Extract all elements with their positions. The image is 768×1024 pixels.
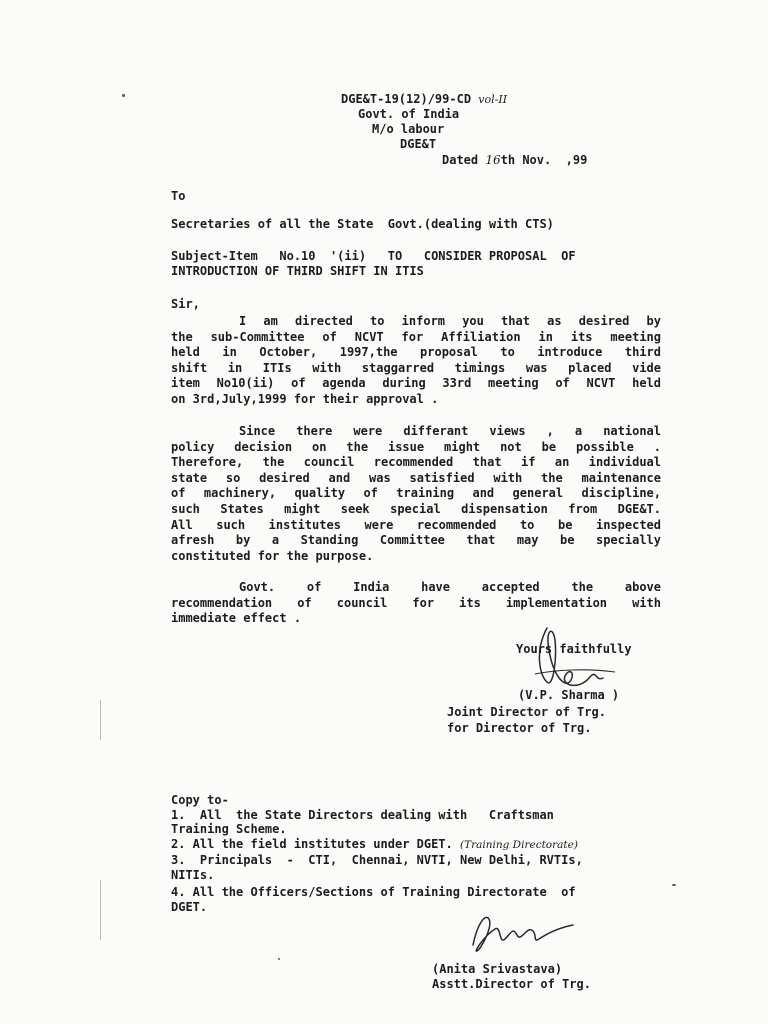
recipient-line: Secretaries of all the State Govt.(dealing with CTS) xyxy=(171,217,554,231)
paragraph-line: on 3rd,July,1999 for their approval . xyxy=(171,391,439,406)
paragraph-line: the sub-Committee of NCVT for Affiliation in its meeting xyxy=(171,329,661,344)
scan-speck xyxy=(278,958,280,960)
copy-to-item-1: 1. All the State Directors dealing with Craftsman xyxy=(171,808,554,822)
copy-to-item-4-cont: DGET. xyxy=(171,900,208,914)
copy-to-item-4: 4. All the Officers/Sections of Training Directorate of xyxy=(171,885,576,899)
handwritten-volume: vol-II xyxy=(478,93,508,106)
header-govt: Govt. of India xyxy=(358,107,460,121)
reference-number: DGE&T-19(12)/99-CD vol-II xyxy=(341,92,508,106)
paragraph-line: constituted for the purpose. xyxy=(171,548,374,563)
closing: Yours faithfully xyxy=(516,642,632,656)
signatory-2-title: Asstt.Director of Trg. xyxy=(432,977,591,991)
paragraph-line: such States might seek special dispensation from DGE&T. xyxy=(171,501,661,516)
to-label: To xyxy=(171,189,186,203)
signatory-1-title-2: for Director of Trg. xyxy=(447,721,592,735)
paragraph-line: item No10(ii) of agenda during 33rd meeting of NCVT held xyxy=(171,376,661,391)
header-ministry: M/o labour xyxy=(372,122,445,136)
subject-line-2: INTRODUCTION OF THIRD SHIFT IN ITIS xyxy=(171,264,424,278)
paragraph-line: immediate effect . xyxy=(171,611,302,626)
copy-to-item-3-cont: NITIs. xyxy=(171,868,215,882)
signatory-1-name: (V.P. Sharma ) xyxy=(518,688,620,702)
copy-to-item-3: 3. Principals - CTI, Chennai, NVTI, New Delhi, RVTIs, xyxy=(171,853,583,867)
paragraph-line: I am directed to inform you that as desired by xyxy=(239,314,661,328)
copy-to-item-1-cont: Training Scheme. xyxy=(171,822,287,836)
scan-edge-mark xyxy=(100,880,101,940)
subject-line-1: Subject-Item No.10 '(ii) TO CONSIDER PROPOSAL OF xyxy=(171,249,576,263)
paragraph-2 xyxy=(171,424,661,564)
paragraph-line: afresh by a Standing Committee that may be specially xyxy=(171,533,661,548)
header-dept: DGE&T xyxy=(400,137,437,151)
signatory-2-name: (Anita Srivastava) xyxy=(432,962,563,976)
paragraph-line: All such institutes were recommended to be inspected xyxy=(171,517,661,532)
signatory-1-title: Joint Director of Trg. xyxy=(447,705,606,719)
scan-edge-mark xyxy=(100,700,101,740)
paragraph-line: of machinery, quality of training and general discipline, xyxy=(171,486,661,501)
paragraph-line: recommendation of council for its implementation with xyxy=(171,595,661,610)
paragraph-line: state so desired and was satisfied with the maintenance xyxy=(171,470,661,485)
paragraph-line: Govt. of India have accepted the above xyxy=(239,580,661,594)
paragraph-line: shift in ITIs with staggarred timings was placed vide xyxy=(171,360,661,375)
date-line: Dated 16th Nov. ,99 xyxy=(442,153,588,167)
paragraph-line: Since there were differant views , a national xyxy=(239,424,661,438)
paragraph-line: Therefore, the council recommended that if an individual xyxy=(171,455,661,470)
paragraph-1 xyxy=(171,314,661,408)
scan-speck xyxy=(672,884,676,886)
handwritten-note: (Training Directorate) xyxy=(460,839,578,851)
salutation: Sir, xyxy=(171,297,200,311)
scan-speck xyxy=(122,94,125,97)
copy-to-label: Copy to- xyxy=(171,793,229,807)
signature-srivastava xyxy=(455,905,585,965)
copy-to-item-2: 2. All the field institutes under DGET. (Training Directorate) xyxy=(171,837,578,851)
paragraph-line: policy decision on the issue might not be possible . xyxy=(171,439,661,454)
paragraph-line: held in October, 1997,the proposal to introduce third xyxy=(171,345,661,360)
